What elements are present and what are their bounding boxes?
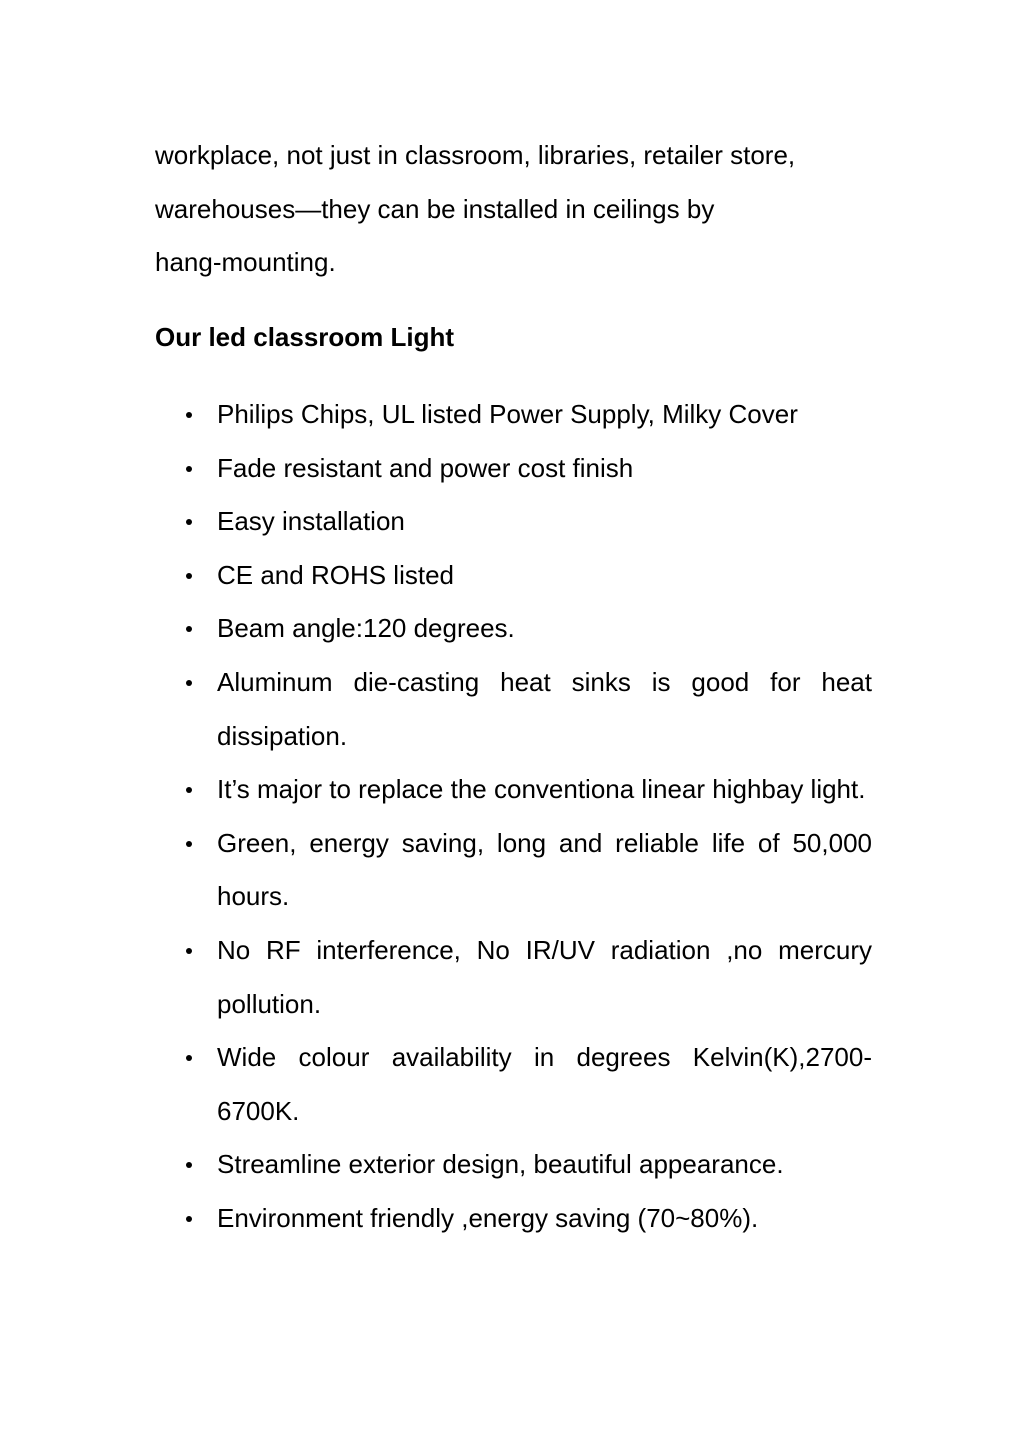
bullet-icon	[186, 787, 192, 793]
intro-line-3: hang-mounting.	[155, 247, 336, 277]
list-item-text: It’s major to replace the conventiona linear highbay light.	[217, 774, 866, 805]
list-item-text: No RF interference, No IR/UV radiation ,no mercury pollution.	[217, 934, 872, 1019]
section-heading: Our led classroom Light	[155, 322, 455, 352]
bullet-icon	[186, 519, 192, 525]
bullet-icon	[186, 573, 192, 579]
list-item	[155, 549, 872, 603]
list-item-text: Fade resistant and power cost finish	[217, 452, 634, 483]
bullet-icon	[186, 1055, 192, 1061]
bullet-icon	[186, 626, 192, 632]
bullet-icon	[186, 466, 192, 472]
list-item	[155, 924, 872, 1031]
feature-list	[155, 388, 872, 1246]
list-item	[155, 1138, 872, 1192]
list-item	[155, 495, 872, 549]
list-item-text: CE and ROHS listed	[217, 559, 454, 590]
list-item	[155, 1031, 872, 1138]
list-item-text: Streamline exterior design, beautiful appearance.	[217, 1149, 784, 1180]
list-item	[155, 388, 872, 442]
list-item	[155, 1192, 872, 1246]
bullet-icon	[186, 680, 192, 686]
list-item	[155, 442, 872, 496]
intro-line-2: warehouses—they can be installed in ceilings by	[155, 193, 715, 224]
list-item	[155, 602, 872, 656]
document-page	[155, 129, 872, 1233]
bullet-icon	[186, 1216, 192, 1222]
list-item-text: Green, energy saving, long and reliable life of 50,000 hours.	[217, 827, 872, 912]
list-item-text: Beam angle:120 degrees.	[217, 613, 515, 644]
list-item	[155, 656, 872, 763]
bullet-icon	[186, 948, 192, 954]
list-item-text: Wide colour availability in degrees Kelvin(K),2700-6700K.	[217, 1042, 872, 1126]
list-item-text: Aluminum die-casting heat sinks is good for heat dissipation.	[217, 666, 872, 751]
bullet-icon	[186, 1162, 192, 1168]
list-item-text: Environment friendly ,energy saving (70~80%).	[217, 1202, 759, 1233]
bullet-icon	[186, 412, 192, 418]
intro-line-1: workplace, not just in classroom, libraries, retailer store,	[155, 140, 796, 170]
list-item	[155, 763, 872, 817]
bullet-icon	[186, 841, 192, 847]
list-item-text: Philips Chips, UL listed Power Supply, Milky Cover	[217, 399, 798, 429]
list-item	[155, 817, 872, 924]
list-item-text: Easy installation	[217, 506, 405, 537]
